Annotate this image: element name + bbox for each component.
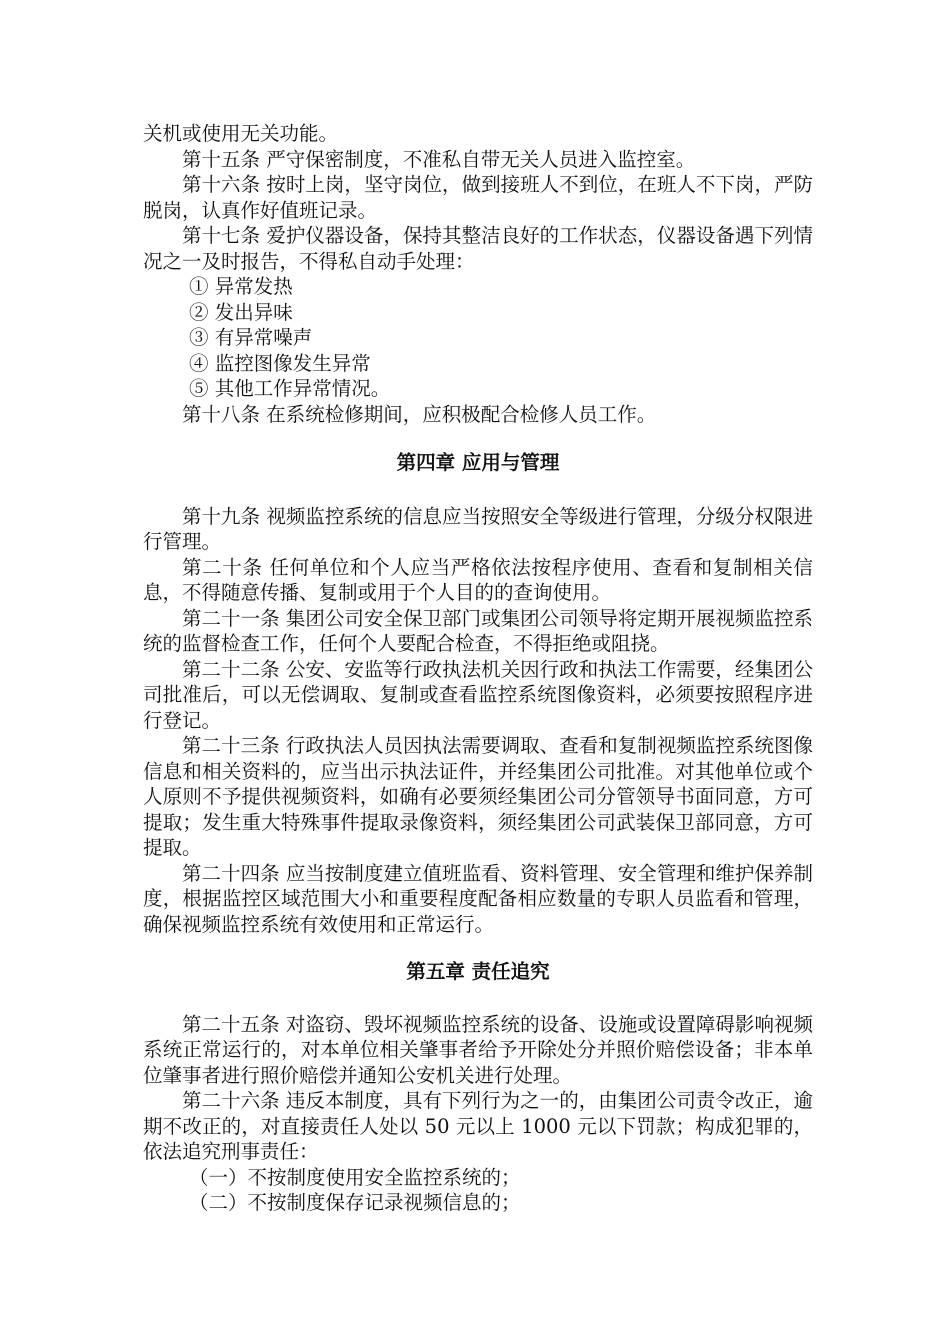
chapter-heading: 第五章 责任追究	[406, 960, 550, 983]
article-18: 第十八条 在系统检修期间，应积极配合检修人员工作。	[182, 402, 657, 426]
article-20: 第二十条 任何单位和个人应当严格依法按程序使用、查看和复制相关信息，不得随意传播、复制或用于个人目的的查询使用。	[143, 555, 813, 604]
list-item: ② 发出异味	[189, 300, 293, 324]
article-23: 第二十三条 行政执法人员因执法需要调取、查看和复制视频监控系统图像信息和相关资料的，应当出示执法证件，并经集团公司批准。对其他单位或个人原则不予提供视频资料，如确有必要须经集团公司分管领导书面同意，方可提取；发生重大特殊事件提取录像资料，须经集团公司武装保卫部同意，方可提取。	[143, 734, 813, 859]
article-21: 第二十一条 集团公司安全保卫部门或集团公司领导将定期开展视频监控系统的监督检查工作，任何个人要配合检查，不得拒绝或阻挠。	[143, 606, 813, 655]
paragraph-continuation: 关机或使用无关功能。	[143, 122, 339, 145]
article-17: 第十七条 爱护仪器设备，保持其整洁良好的工作状态，仪器设备遇下列情况之一及时报告，不得私自动手处理：	[143, 224, 813, 273]
article-19: 第十九条 视频监控系统的信息应当按照安全等级进行管理，分级分权限进行管理。	[143, 504, 813, 553]
article-25: 第二十五条 对盗窃、毁坏视频监控系统的设备、设施或设置障碍影响视频系统正常运行的，对本单位相关肇事者给予开除处分并照价赔偿设备；非本单位肇事者进行照价赔偿并通知公安机关进行处理。	[143, 1012, 813, 1087]
article-16: 第十六条 按时上岗，坚守岗位，做到接班人不到位，在班人不下岗，严防脱岗，认真作好值班记录。	[143, 173, 813, 222]
article-15: 第十五条 严守保密制度，不准私自带无关人员进入监控室。	[182, 147, 696, 171]
document-body	[143, 121, 813, 1216]
list-item: （二）不按制度保存记录视频信息的；	[189, 1191, 521, 1214]
equipment-issue-list	[143, 274, 813, 402]
chapter-heading: 第四章 应用与管理	[396, 451, 560, 474]
list-item: ① 异常发热	[189, 275, 293, 298]
article-26: 第二十六条 违反本制度，具有下列行为之一的，由集团公司责令改正，逾期不改正的，对直接责任人处以 50 元以上 1000 元以下罚款；构成犯罪的，依法追究刑事责任：	[143, 1089, 813, 1163]
list-item: ⑤ 其他工作异常情况。	[189, 377, 391, 400]
violation-list	[143, 1165, 813, 1216]
list-item: ③ 有异常噪声	[189, 326, 313, 349]
article-22: 第二十二条 公安、安监等行政执法机关因行政和执法工作需要，经集团公司批准后，可以无偿调取、复制或查看监控系统图像资料，必须要按照程序进行登记。	[143, 657, 813, 732]
list-item: ④ 监控图像发生异常	[189, 351, 371, 375]
list-item: （一）不按制度使用安全监控系统的；	[189, 1165, 521, 1189]
article-24: 第二十四条 应当按制度建立值班监看、资料管理、安全管理和维护保养制度，根据监控区域范围大小和重要程度配备相应数量的专职人员监看和管理，确保视频监控系统有效使用和正常运行。	[143, 861, 813, 936]
